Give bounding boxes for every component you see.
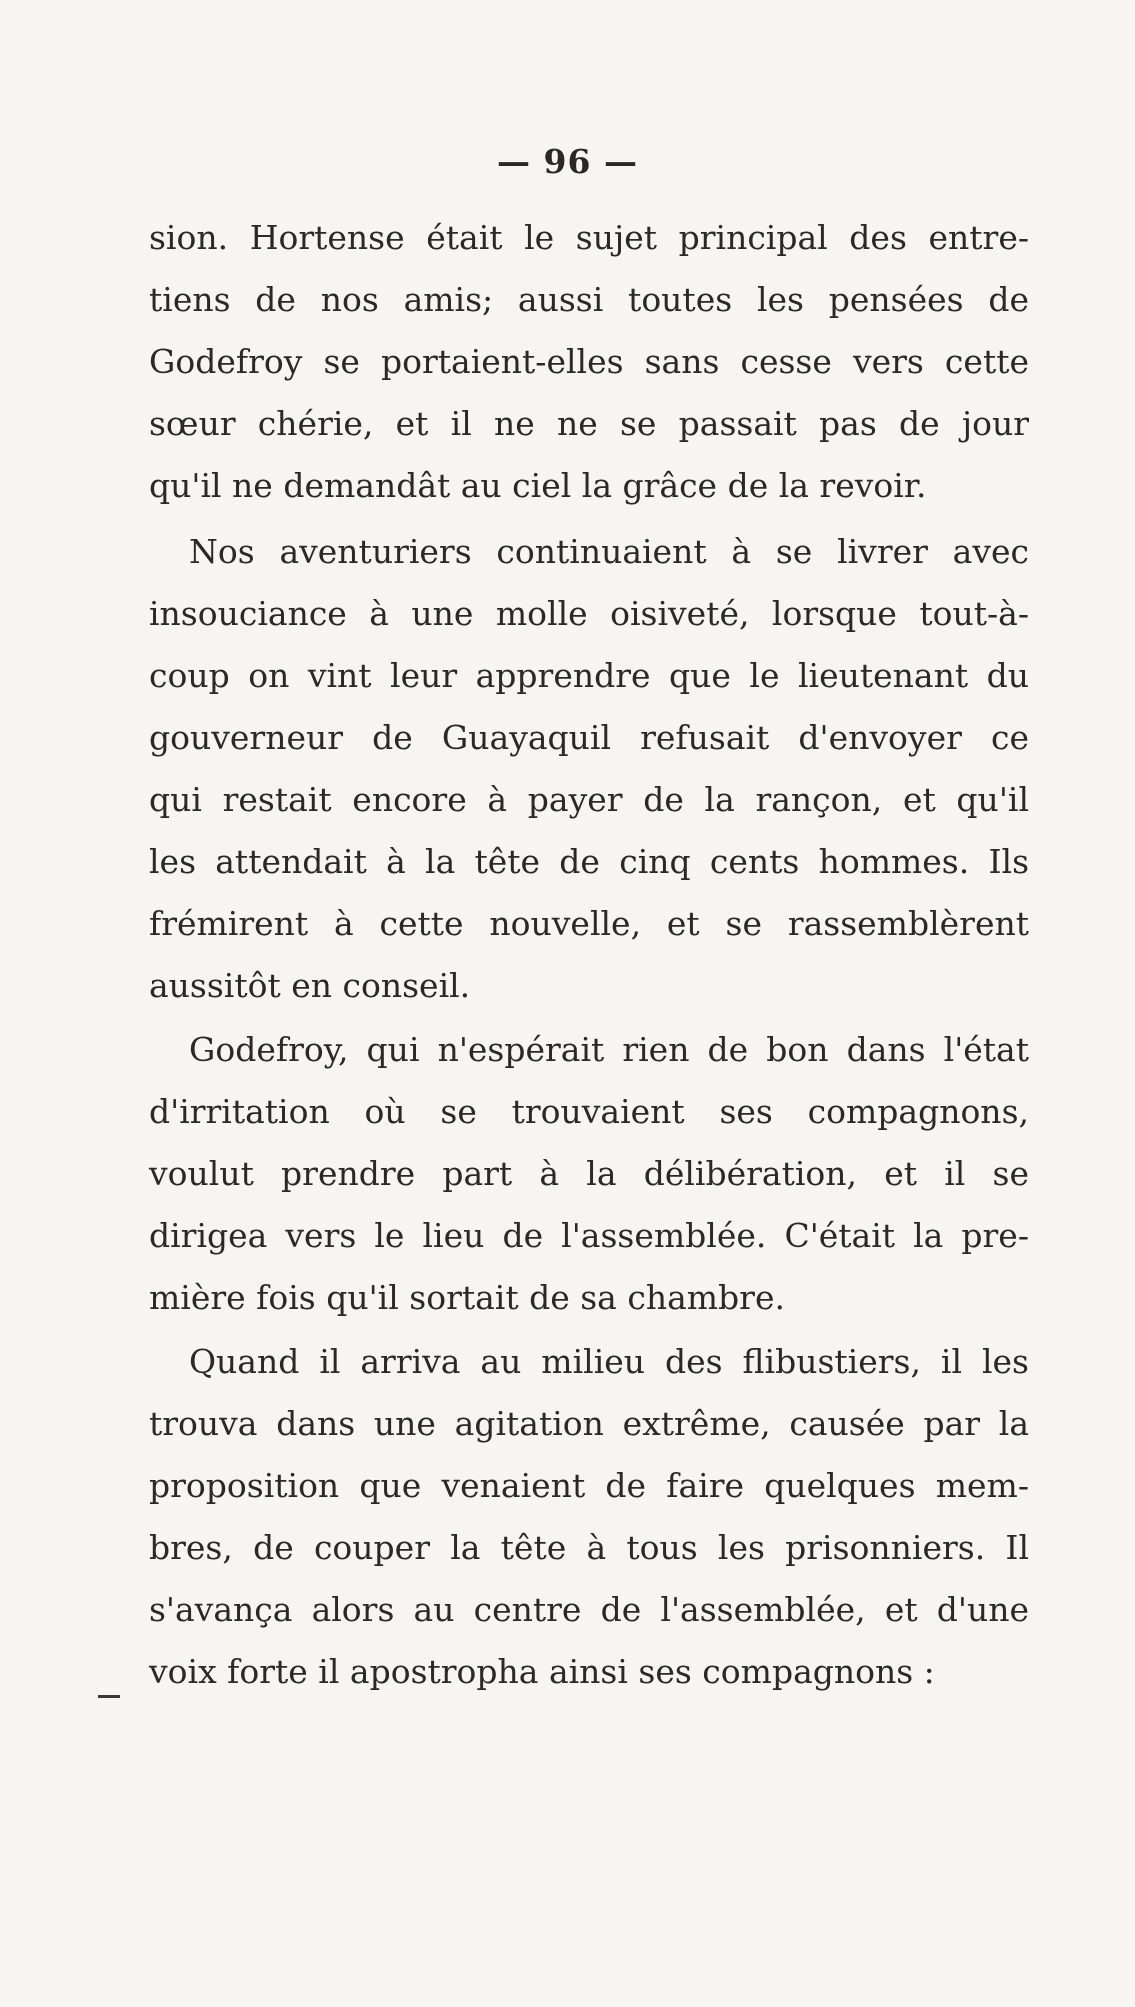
paragraph-start-line: Godefroy, qui n'espérait rien de bon dans l'état xyxy=(189,1030,1029,1069)
text-line: proposition que venaient de faire quelques mem- xyxy=(149,1466,1029,1505)
text-line: voulut prendre part à la délibération, et il se xyxy=(149,1154,1029,1193)
text-line: s'avança alors au centre de l'assemblée, et d'une xyxy=(149,1590,1029,1629)
paragraph-start-line: Quand il arriva au milieu des flibustiers, il les xyxy=(189,1342,1029,1381)
text-line: qu'il ne demandât au ciel la grâce de la revoir. xyxy=(149,466,927,505)
text-line: bres, de couper la tête à tous les prisonniers. Il xyxy=(149,1528,1029,1567)
text-line: d'irritation où se trouvaient ses compagnons, xyxy=(149,1092,1029,1131)
text-line: tiens de nos amis; aussi toutes les pensées de xyxy=(149,280,1029,319)
text-line: sion. Hortense était le sujet principal des entre- xyxy=(149,218,1029,257)
text-line: qui restait encore à payer de la rançon, et qu'il xyxy=(149,780,1029,819)
text-line: Godefroy se portaient-elles sans cesse vers cette xyxy=(149,342,1029,381)
margin-mark xyxy=(98,1695,120,1698)
paragraph-start-line: Nos aventuriers continuaient à se livrer avec xyxy=(189,532,1029,571)
text-line: gouverneur de Guayaquil refusait d'envoyer ce xyxy=(149,718,1029,757)
text-line: mière fois qu'il sortait de sa chambre. xyxy=(149,1278,785,1317)
text-line: les attendait à la tête de cinq cents hommes. Ils xyxy=(149,842,1029,881)
page-number: — 96 — xyxy=(497,142,638,181)
text-line: sœur chérie, et il ne ne se passait pas de jour xyxy=(149,404,1029,443)
text-line: dirigea vers le lieu de l'assemblée. C'était la pre- xyxy=(149,1216,1029,1255)
text-line: insouciance à une molle oisiveté, lorsque tout-à- xyxy=(149,594,1029,633)
text-line: coup on vint leur apprendre que le lieutenant du xyxy=(149,656,1029,695)
text-line: voix forte il apostropha ainsi ses compagnons : xyxy=(149,1652,935,1691)
text-line: trouva dans une agitation extrême, causée par la xyxy=(149,1404,1029,1443)
text-line: frémirent à cette nouvelle, et se rassemblèrent xyxy=(149,904,1029,943)
text-line: aussitôt en conseil. xyxy=(149,966,471,1005)
